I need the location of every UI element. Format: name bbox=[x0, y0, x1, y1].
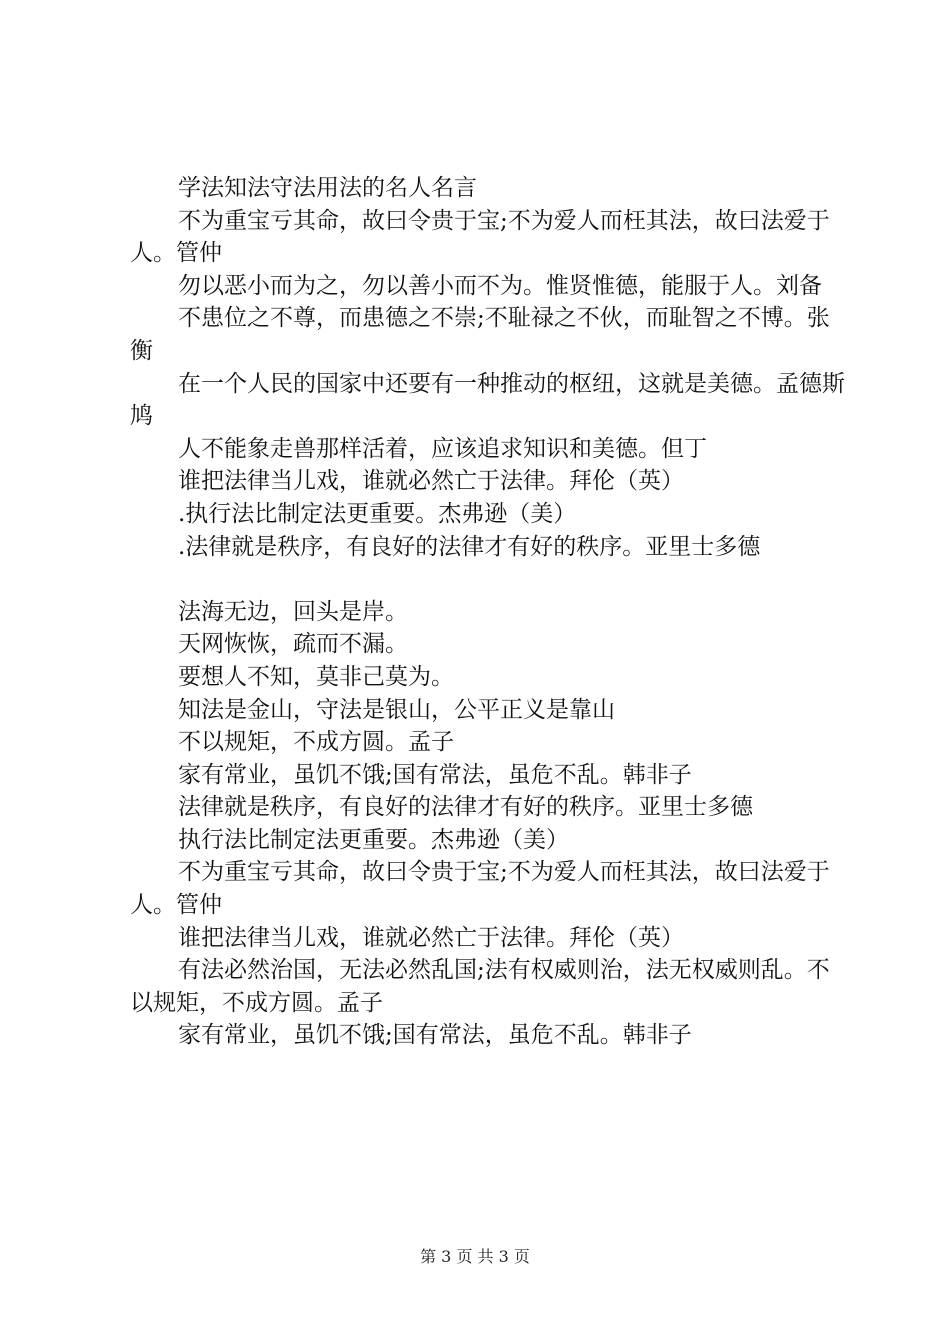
blank-line bbox=[130, 563, 850, 596]
quote-paragraph: 知法是金山，守法是银山，公平正义是靠山 bbox=[178, 696, 615, 723]
quote-paragraph: 法律就是秩序，有良好的法律才有好的秩序。亚里士多德 bbox=[178, 794, 753, 821]
quote-paragraph: .执行法比制定法更重要。杰弗逊（美） bbox=[178, 500, 577, 527]
quote-paragraph: 不患位之不尊，而患德之不崇;不耻禄之不伙，而耻智之不博。张衡 bbox=[130, 305, 830, 364]
quote-paragraph: 天网恢恢，疏而不漏。 bbox=[178, 631, 408, 658]
document-title: 学法知法守法用法的名人名言 bbox=[178, 175, 477, 201]
quote-paragraph: 不为重宝亏其命，故曰令贵于宝;不为爱人而枉其法，故曰法爱于人。管仲 bbox=[130, 859, 830, 919]
quote-paragraph: 不以规矩，不成方圆。孟子 bbox=[178, 729, 454, 756]
quote-paragraph: 家有常业，虽饥不饿;国有常法，虽危不乱。韩非子 bbox=[178, 761, 692, 788]
quote-paragraph: 法海无边，回头是岸。 bbox=[178, 598, 408, 625]
quote-paragraph: 不为重宝亏其命，故曰令贵于宝;不为爱人而枉其法，故曰法爱于人。管仲 bbox=[130, 207, 830, 267]
quote-paragraph: 家有常业，虽饥不饿;国有常法，虽危不乱。韩非子 bbox=[178, 1022, 692, 1049]
quote-paragraph: 在一个人民的国家中还要有一种推动的枢纽，这就是美德。孟德斯鸠 bbox=[130, 370, 845, 430]
quote-paragraph: 有法必然治国，无法必然乱国;法有权威则治，法无权威则乱。不以规矩，不成方圆。孟子 bbox=[130, 957, 830, 1016]
quote-paragraph: .法律就是秩序，有良好的法律才有好的秩序。亚里士多德 bbox=[178, 533, 761, 560]
page-footer: 第 3 页 共 3 页 bbox=[420, 1247, 530, 1266]
quote-paragraph: 谁把法律当儿戏，谁就必然亡于法律。拜伦（英） bbox=[178, 924, 684, 951]
quote-paragraph: 谁把法律当儿戏，谁就必然亡于法律。拜伦（英） bbox=[178, 468, 684, 495]
quote-paragraph: 要想人不知，莫非己莫为。 bbox=[178, 663, 454, 690]
document-body bbox=[130, 172, 850, 1052]
quote-paragraph: 勿以恶小而为之，勿以善小而不为。惟贤惟德，能服于人。刘备 bbox=[178, 272, 822, 299]
quote-paragraph: 执行法比制定法更重要。杰弗逊（美） bbox=[178, 826, 569, 853]
quote-paragraph: 人不能象走兽那样活着，应该追求知识和美德。但丁 bbox=[178, 435, 707, 462]
